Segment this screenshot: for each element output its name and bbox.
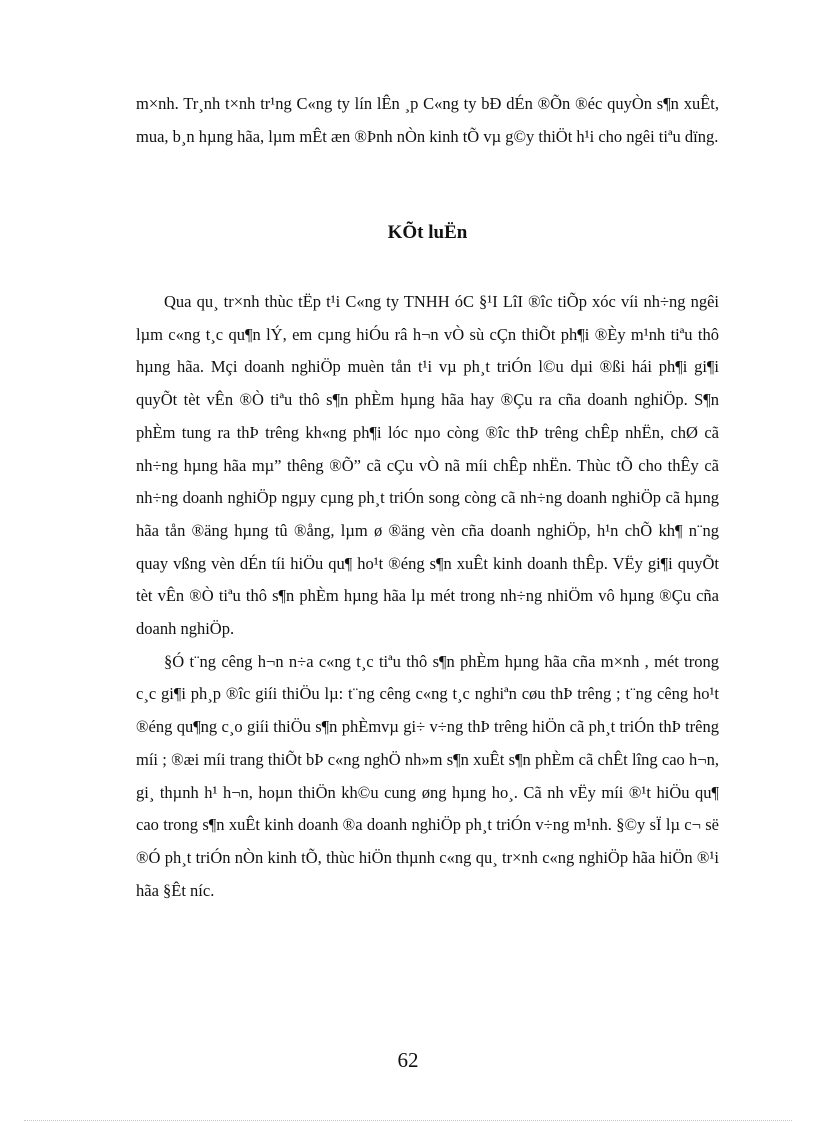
footer-divider (24, 1120, 792, 1121)
conclusion-body (136, 286, 719, 907)
paragraph-text: m×nh. Tr¸nh t×nh tr¹ng C«ng ty lín lÊn ¸p C«ng ty bÐ dÉn ®Õn ®éc quyÒn s¶n xuÊt, mua, b¸n hµng hãa, lµm mÊt æn ®Þnh nÒn kinh tÕ vµ g©y thiÖt h¹i cho ngêi tiªu dïng. (136, 94, 719, 146)
section-heading: KÕt luËn (387, 222, 468, 243)
continuation-paragraph (136, 88, 719, 153)
conclusion-paragraph-1: Qua qu¸ tr×nh thùc tËp t¹i C«ng ty TNHH óC §¹I LîI ®îc tiÕp xóc víi nh÷ng ngêi lµm c«ng t¸c qu¶n lÝ, em cµng hiÓu râ h¬n vÒ sù cÇn thiÕt ph¶i ®Èy m¹nh tiªu thô hµng hãa. Mçi doanh nghiÖp muèn tån t¹i vµ ph¸t triÓn l©u dµi ®ßi hái ph¶i gi¶i quyÕt tèt vÊn ®Ò tiªu thô s¶n phÈm hµng hãa hay ®Çu ra cña doanh nghiÖp. S¶n phÈm tung ra thÞ trêng kh«ng ph¶i lóc nµo còng ®îc thÞ trêng chÊp nhËn, chØ cã nh÷ng hµng hãa mµ” thêng ®Õ” cã cÇu vÒ nã míi chÊp nhËn. Thùc tÕ cho thÊy cã nh÷ng doanh nghiÖp ngµy cµng ph¸t triÓn song còng cã nh÷ng doanh nghiÖp cã hµng hãa tån ®äng hµng tû ®ång, lµm ø ®äng vèn cña doanh nghiÖp, h¹n chÕ kh¶ n¨ng quay vßng vèn dÉn tíi hiÖu qu¶ ho¹t ®éng s¶n xuÊt kinh doanh thÊp. VËy gi¶i quyÕt tèt vÊn ®Ò tiªu thô s¶n phÈm hµng hãa lµ mét trong nh÷ng nhiÖm vô hµng ®Çu cña doanh nghiÖp. (136, 292, 719, 639)
conclusion-paragraph-2: §Ó t¨ng cêng h¬n n÷a c«ng t¸c tiªu thô s¶n phÈm hµng hãa cña m×nh , mét trong c¸c gi¶i ph¸p ®îc giíi thiÖu lµ: t¨ng cêng c«ng t¸c nghiªn cøu thÞ trêng ; t¨ng cêng ho¹t ®éng qu¶ng c¸o giíi thiÖu s¶n phÈmvµ gi÷ v÷ng thÞ trêng hiÖn cã ph¸t triÓn thÞ trêng míi ; ®æi míi trang thiÕt bÞ c«ng nghÖ nh»m s¶n xuÊt s¶n phÈm cã chÊt lîng cao h¬n, gi¸ thµnh h¹ h¬n, hoµn thiÖn kh©u cung øng hµng ho¸. Cã nh vËy míi ®¹t hiÖu qu¶ cao trong s¶n xuÊt kinh doanh ®a doanh nghiÖp ph¸t triÓn v÷ng m¹nh. §©y sÏ lµ c¬ së ®Ó ph¸t triÓn nÒn kinh tÕ, thùc hiÖn thµnh c«ng qu¸ tr×nh c«ng nghiÖp hãa hiÖn ®¹i hãa §Êt níc. (136, 651, 719, 900)
page-number: 62 (397, 1048, 419, 1072)
